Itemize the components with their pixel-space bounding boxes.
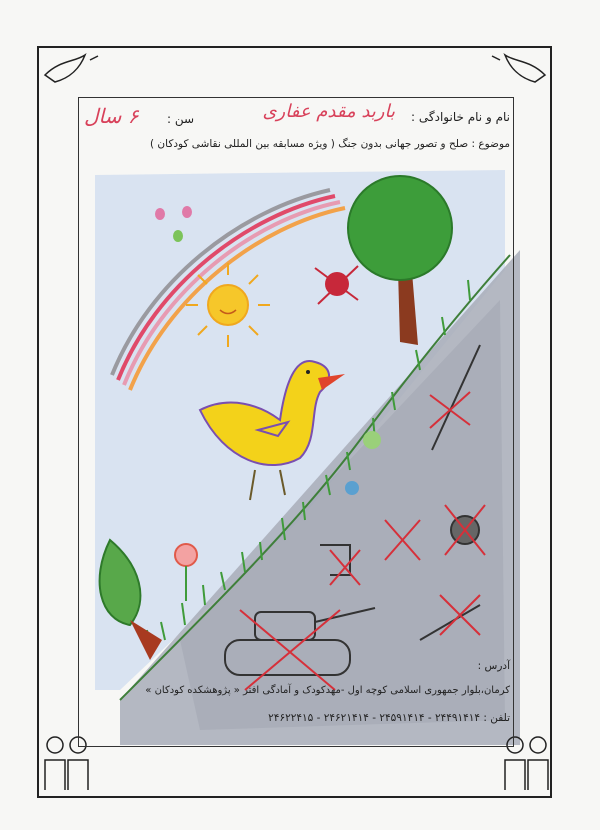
address-label: آدرس : — [477, 660, 510, 672]
age-value: ۶ سال — [84, 104, 139, 128]
age-label: سن : — [167, 112, 195, 126]
name-label: نام و نام خانوادگی : — [411, 110, 510, 124]
phone-text: تلفن : ۲۴۴۹۱۴۱۴ - ۲۴۵۹۱۴۱۴ - ۲۴۶۲۱۴۱۴ - ۲۴۶۲۲۴۱۵ — [268, 712, 510, 724]
inner-frame — [78, 97, 514, 747]
topic-text: موضوع : صلح و تصور جهانی بدون جنگ ( ویژه مسابقه بین المللی نقاشی کودکان ) — [150, 138, 510, 150]
address-text: کرمان،بلوار جمهوری اسلامی کوچه اول -مهدکودک و آمادگی افتر « پژوهشکده کودکان » — [145, 685, 510, 696]
name-value: باربد مقدم عفاری — [262, 101, 395, 122]
